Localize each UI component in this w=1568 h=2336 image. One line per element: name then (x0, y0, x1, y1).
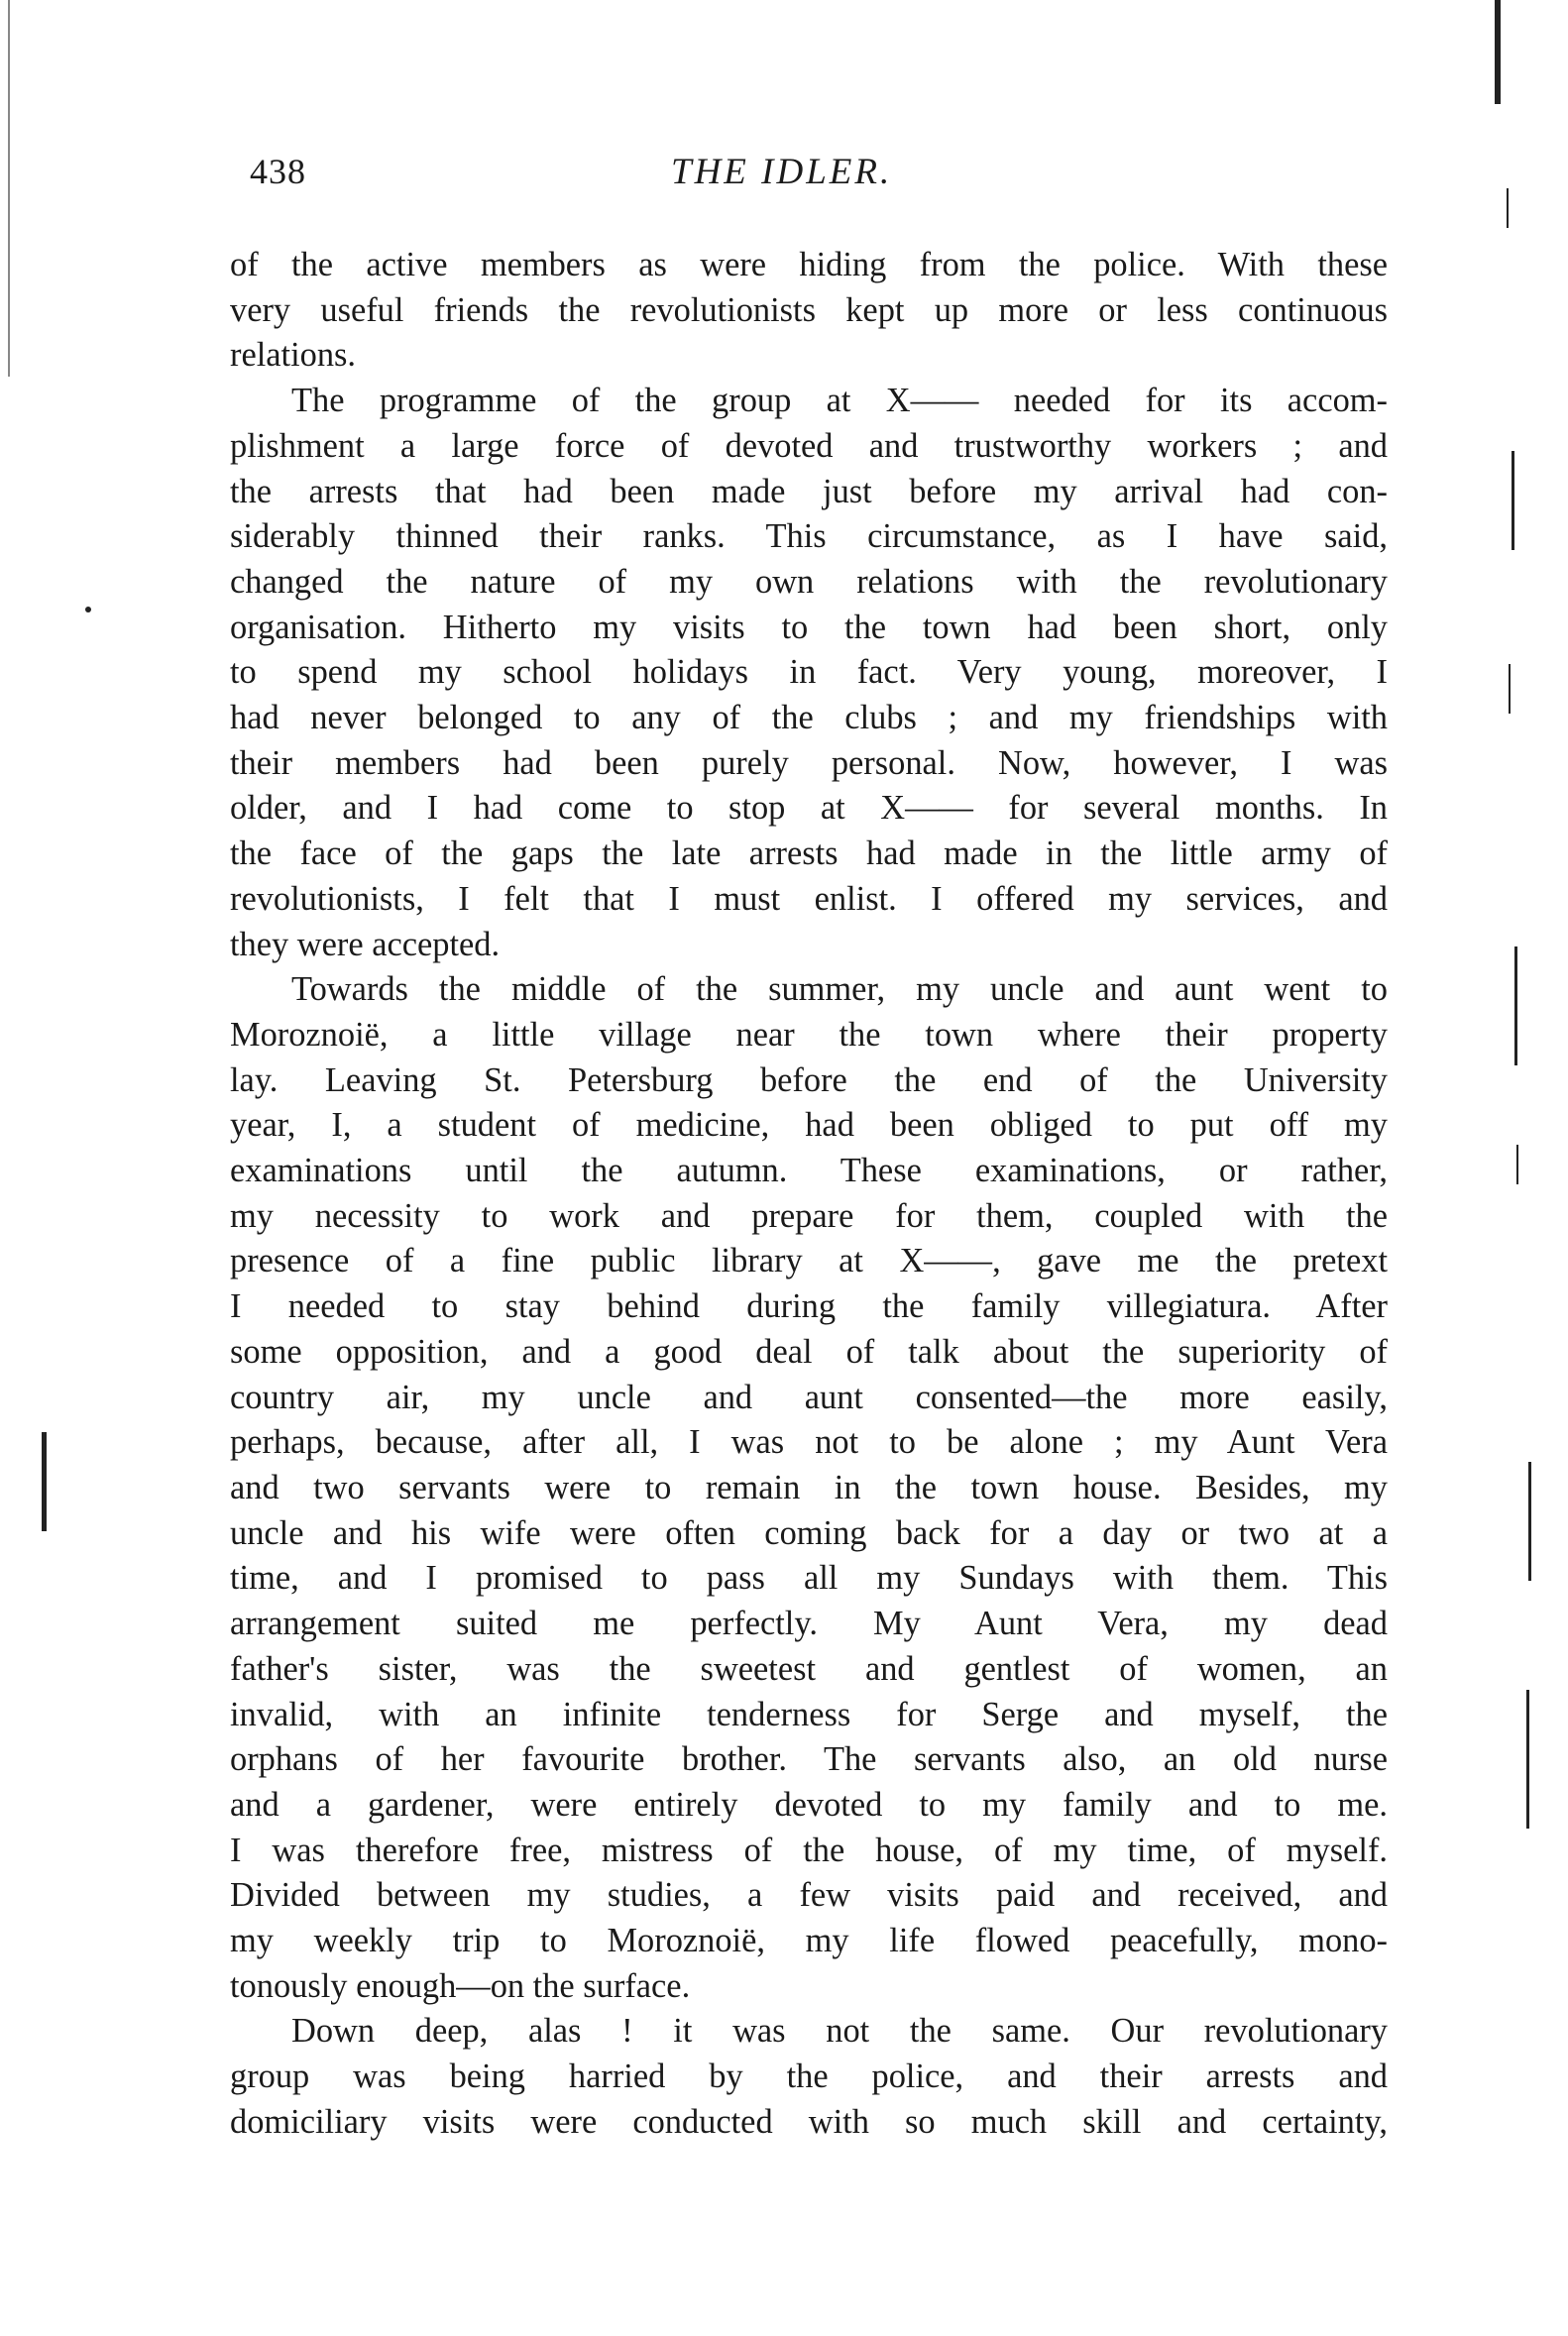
scan-mark (1528, 1462, 1531, 1581)
text-line: The programme of the group at X—— needed for its accom- (291, 382, 1388, 420)
text-line: revolutionists, I felt that I must enlist. I offered my services, and (230, 879, 1388, 918)
scan-mark (1526, 1690, 1529, 1829)
text-line: their members had been purely personal. Now, however, I was (230, 743, 1388, 782)
text-line: year, I, a student of medicine, had been obliged to put off my (230, 1106, 1388, 1145)
text-line: lay. Leaving St. Petersburg before the end of the University (230, 1060, 1388, 1099)
scan-mark (1512, 451, 1514, 550)
text-line: orphans of her favourite brother. The servants also, an old nurse (230, 1740, 1388, 1779)
scan-mark (1516, 1145, 1518, 1184)
text-line: uncle and his wife were often coming back for a day or two at a (230, 1513, 1388, 1552)
text-line: father's sister, was the sweetest and gentlest of women, an (230, 1649, 1388, 1688)
text-line: country air, my uncle and aunt consented—the more easily, (230, 1378, 1388, 1416)
text-line: older, and I had come to stop at X—— for several months. In (230, 789, 1388, 828)
text-line: the face of the gaps the late arrests had made in the little army of (230, 834, 1388, 873)
scan-mark (8, 0, 10, 377)
scan-mark (1495, 0, 1501, 104)
text-line: group was being harried by the police, and their arrests and (230, 2058, 1388, 2096)
text-line: Divided between my studies, a few visits paid and received, and (230, 1876, 1388, 1915)
text-line: time, and I promised to pass all my Sundays with them. This (230, 1559, 1388, 1598)
text-line: perhaps, because, after all, I was not to be alone ; my Aunt Vera (230, 1423, 1388, 1462)
paragraph (230, 243, 1388, 379)
text-line: to spend my school holidays in fact. Very young, moreover, I (230, 653, 1388, 692)
text-line: relations. (230, 336, 357, 375)
text-line: my necessity to work and prepare for them, coupled with the (230, 1196, 1388, 1235)
text-line: Moroznoië, a little village near the town where their property (230, 1015, 1388, 1054)
text-line: and a gardener, were entirely devoted to my family and to me. (230, 1785, 1388, 1824)
page-number: 438 (250, 152, 306, 191)
text-line: invalid, with an infinite tenderness for Serge and myself, the (230, 1695, 1388, 1733)
text-line: I needed to stay behind during the family villegiatura. After (230, 1287, 1388, 1326)
text-line: organisation. Hitherto my visits to the town had been short, only (230, 608, 1388, 646)
text-line: domiciliary visits were conducted with so much skill and certainty, (230, 2102, 1388, 2141)
paragraph (230, 2009, 1388, 2145)
text-line: of the active members as were hiding from the police. With these (230, 246, 1388, 283)
text-line: I was therefore free, mistress of the house, of my time, of myself. (230, 1831, 1388, 1869)
text-line: siderably thinned their ranks. This circumstance, as I have said, (230, 517, 1388, 556)
text-line: had never belonged to any of the clubs ; and my friendships with (230, 699, 1388, 737)
text-line: and two servants were to remain in the town house. Besides, my (230, 1468, 1388, 1506)
scan-mark (85, 607, 91, 612)
scan-mark (42, 1432, 47, 1531)
text-line: plishment a large force of devoted and trustworthy workers ; and (230, 426, 1388, 465)
text-line: presence of a fine public library at X——, gave me the pretext (230, 1242, 1388, 1280)
text-line: changed the nature of my own relations with the revolutionary (230, 562, 1388, 601)
body-text (230, 243, 1388, 2146)
text-line: examinations until the autumn. These examinations, or rather, (230, 1152, 1388, 1190)
paragraph (230, 967, 1388, 2009)
paragraph (230, 379, 1388, 967)
text-line: Down deep, alas ! it was not the same. Our revolutionary (291, 2012, 1388, 2051)
scan-mark (1507, 188, 1509, 228)
scan-mark (1509, 664, 1511, 714)
text-line: Towards the middle of the summer, my uncle and aunt went to (291, 970, 1388, 1009)
text-line: very useful friends the revolutionists kept up more or less continuous (230, 290, 1388, 329)
text-line: tonously enough—on the surface. (230, 1966, 691, 2005)
scan-mark (1514, 946, 1517, 1065)
page-header (250, 151, 1390, 200)
text-line: my weekly trip to Moroznoië, my life flowed peacefully, mono- (230, 1922, 1388, 1960)
text-line: some opposition, and a good deal of talk about the superiority of (230, 1332, 1388, 1371)
text-line: arrangement suited me perfectly. My Aunt Vera, my dead (230, 1605, 1388, 1643)
running-title: THE IDLER. (671, 152, 893, 192)
text-line: the arrests that had been made just before my arrival had con- (230, 472, 1388, 510)
text-line: they were accepted. (230, 925, 501, 963)
